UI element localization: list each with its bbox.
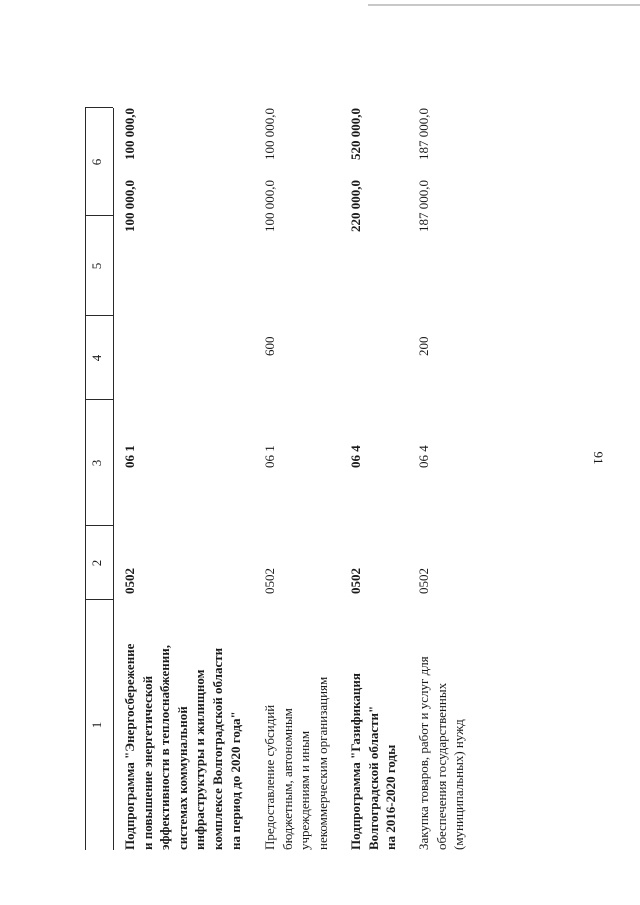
row-name: [415, 600, 468, 850]
row-name-line: Подпрограмма "Энергосбережение: [122, 643, 137, 850]
table-header-border: [113, 108, 114, 850]
row-section-code: 0502: [262, 568, 277, 594]
row-amount-year-2: 100 000,0: [122, 108, 137, 160]
row-amount-year-1: 220 000,0: [348, 180, 363, 232]
column-number-2: 2: [89, 559, 104, 567]
row-amount-year-1: 100 000,0: [262, 180, 277, 232]
row-name-line: Волгоградской области": [365, 705, 381, 850]
row-name: [347, 600, 400, 850]
column-number-5: 5: [89, 262, 104, 270]
row-name-line: Предоставление субсидий: [262, 704, 277, 850]
column-number-4: 4: [89, 354, 104, 362]
column-number-3: 3: [89, 459, 104, 467]
row-section-code: 0502: [348, 568, 363, 594]
budget-table: [85, 108, 495, 850]
row-name: [261, 600, 331, 850]
row-name-line: эффективности в теплоснабжении,: [157, 645, 173, 850]
row-expense-type: 600: [262, 336, 277, 356]
row-name-line: Подпрограмма "Газификация: [348, 673, 363, 850]
row-name-line: обеспечения государственных: [433, 682, 449, 850]
row-name-line: комплексе Волгоградской области: [209, 647, 225, 850]
row-amount-year-2: 520 000,0: [348, 108, 363, 160]
row-name-line: бюджетным, автономным: [279, 708, 295, 850]
row-target-article: 06 1: [262, 445, 277, 468]
row-amount-year-2: 187 000,0: [416, 108, 431, 160]
row-name-line: инфраструктуры и жилищном: [192, 669, 208, 850]
row-name-line: (муниципальных) нужд: [451, 719, 467, 850]
row-name: [121, 600, 244, 850]
row-name-line: Закупка товаров, работ и услуг для: [416, 656, 431, 850]
row-section-code: 0502: [122, 568, 137, 594]
row-name-line: учреждениям и иным: [297, 730, 313, 850]
row-section-code: 0502: [416, 568, 431, 594]
row-target-article: 06 1: [122, 445, 137, 468]
scan-edge-line: [368, 4, 640, 6]
row-target-article: 06 4: [348, 445, 363, 468]
row-name-line: на 2016-2020 годы: [383, 744, 399, 850]
row-target-article: 06 4: [416, 445, 431, 468]
row-amount-year-2: 100 000,0: [262, 108, 277, 160]
row-name-line: на период до 2020 года": [227, 711, 243, 850]
page-number: 91: [591, 451, 606, 465]
table-top-border: [85, 108, 86, 850]
row-amount-year-1: 100 000,0: [122, 180, 137, 232]
row-expense-type: 200: [416, 336, 431, 356]
row-name-line: и повышение энергетической: [139, 675, 155, 850]
column-number-1: 1: [89, 721, 104, 729]
column-number-6: 6: [89, 158, 104, 166]
row-name-line: системах коммунальной: [174, 706, 190, 850]
row-amount-year-1: 187 000,0: [416, 180, 431, 232]
row-name-line: некоммерческим организациям: [314, 676, 330, 850]
